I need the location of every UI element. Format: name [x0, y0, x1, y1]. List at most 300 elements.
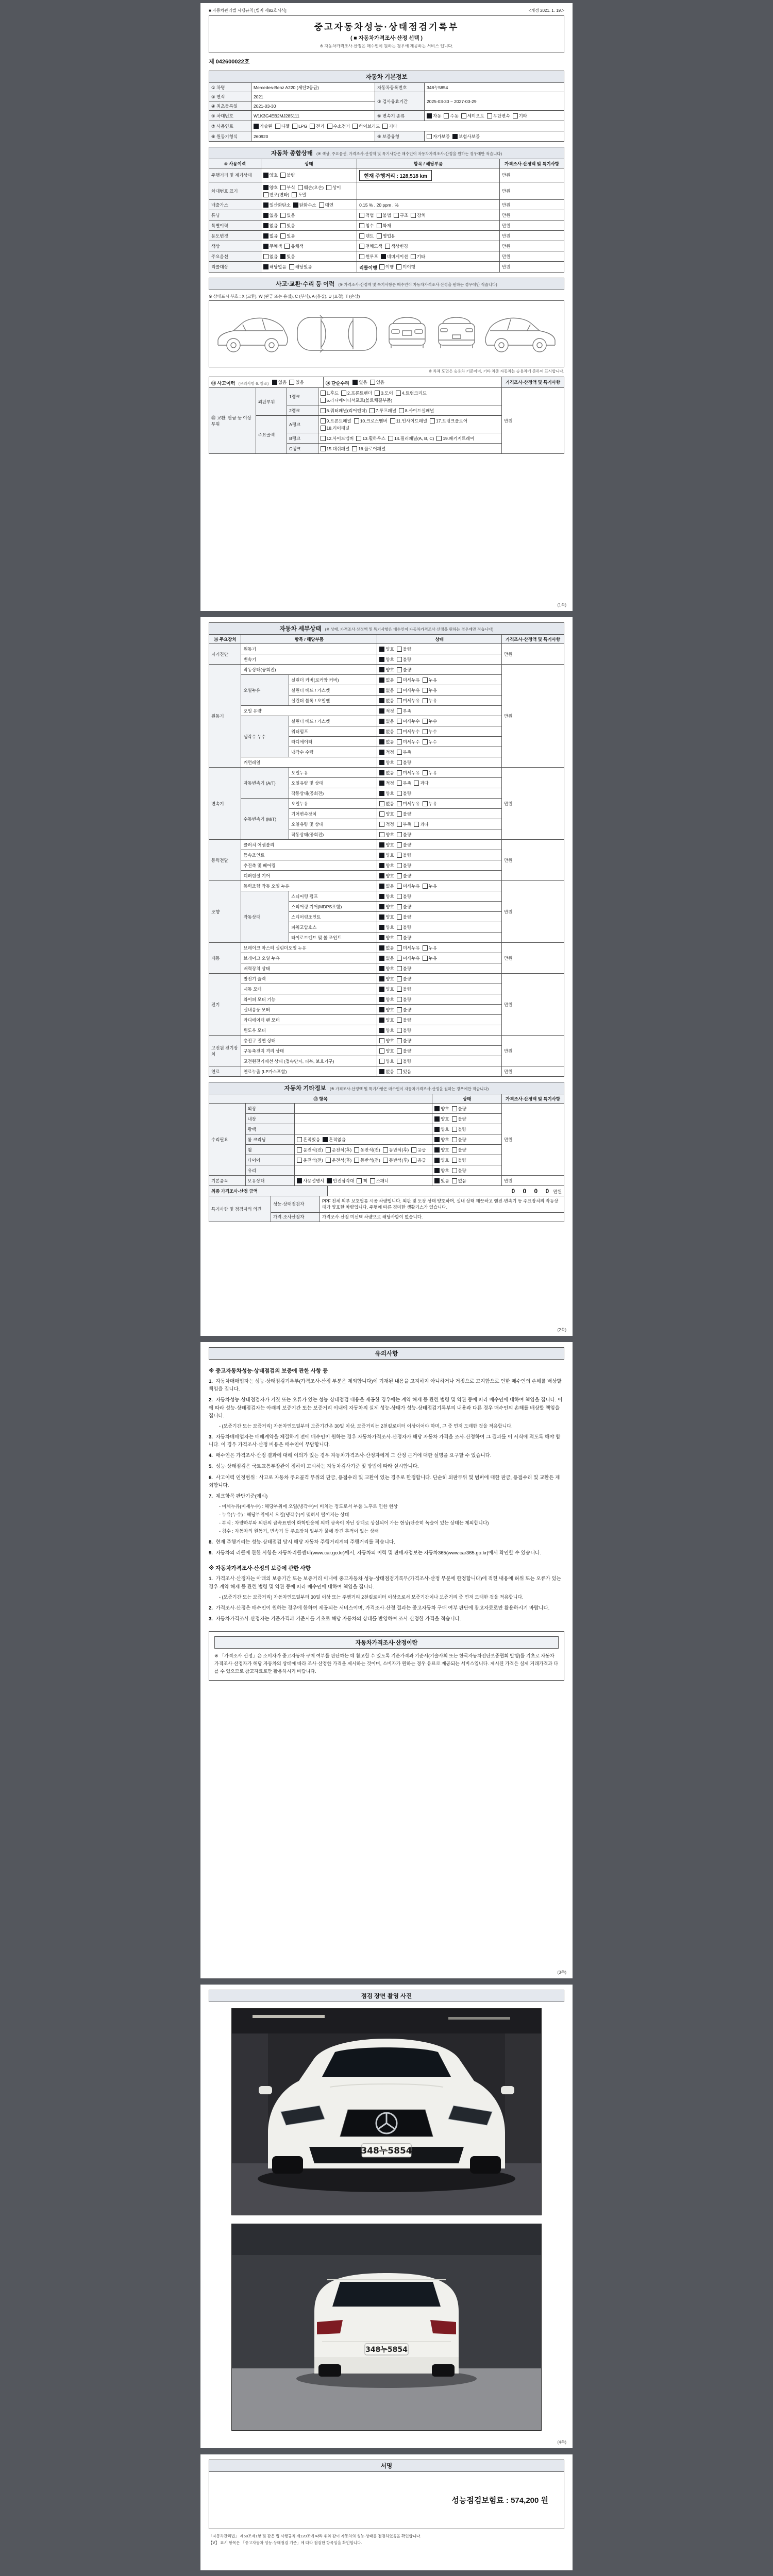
checkbox-unchecked[interactable]	[321, 446, 350, 452]
checkbox-unchecked[interactable]	[396, 390, 427, 396]
checkbox-unchecked[interactable]	[397, 924, 411, 930]
checkbox-unchecked[interactable]	[397, 1007, 411, 1013]
checkbox-unchecked[interactable]	[383, 1157, 409, 1163]
checkbox-box-icon	[379, 264, 384, 269]
checkbox-unchecked[interactable]	[423, 945, 437, 951]
checkbox-unchecked[interactable]	[397, 698, 420, 704]
item-name: 커먼레일	[241, 757, 377, 768]
checkbox-checked[interactable]	[379, 1017, 394, 1023]
checkbox-unchecked[interactable]	[397, 708, 411, 714]
checkbox-unchecked[interactable]	[411, 1147, 426, 1153]
checkbox-unchecked[interactable]	[423, 728, 437, 735]
checkbox-unchecked[interactable]	[369, 408, 396, 414]
item-status	[377, 943, 502, 953]
checkbox-checked[interactable]	[379, 656, 394, 663]
checkbox-checked[interactable]	[379, 790, 394, 796]
checkbox-checked[interactable]	[379, 698, 394, 704]
checkbox-unchecked[interactable]	[321, 390, 339, 396]
etc-item-row	[209, 1176, 564, 1186]
section-title-text: 자동차 기타정보	[284, 1086, 326, 1092]
checkbox-checked[interactable]	[263, 172, 278, 178]
checkbox-unchecked[interactable]	[397, 656, 411, 663]
checkbox-checked[interactable]	[379, 1007, 394, 1013]
checkbox-unchecked[interactable]	[397, 667, 411, 673]
checkbox-box-icon	[379, 987, 384, 992]
checkbox-checked[interactable]	[254, 123, 273, 129]
checkbox-box-icon	[397, 976, 402, 981]
device-item-row	[209, 1036, 564, 1046]
checkbox-checked[interactable]	[434, 1147, 449, 1153]
checkbox-checked[interactable]	[379, 718, 394, 724]
checkbox-unchecked[interactable]	[280, 233, 295, 239]
checkbox-label: 해당없음	[269, 264, 287, 269]
checkbox-checked[interactable]	[379, 862, 394, 869]
checkbox-checked[interactable]	[379, 996, 394, 1003]
checkbox-box-icon	[385, 244, 390, 249]
checkbox-unchecked[interactable]	[354, 1157, 380, 1163]
checkbox-label: 매연	[325, 202, 334, 208]
checkbox-box-icon	[397, 884, 402, 889]
checkbox-checked[interactable]	[434, 1178, 449, 1184]
checkbox-unchecked[interactable]	[388, 435, 434, 442]
checkbox-label: 불량	[402, 862, 412, 868]
device-item-row	[209, 768, 564, 778]
checkbox-label: 불량	[458, 1157, 466, 1163]
checkbox-unchecked[interactable]	[397, 986, 411, 992]
col-header-price: 가격조사·산정액 및 특기사항	[500, 159, 564, 168]
section-title-text: 사고·교환·수리 등 이력	[276, 281, 335, 287]
checkbox-label: 없음	[385, 739, 394, 744]
checkbox-checked[interactable]	[323, 1137, 346, 1143]
checkbox-box-icon	[377, 223, 382, 228]
checkbox-unchecked[interactable]	[263, 192, 290, 198]
checkbox-checked[interactable]	[379, 646, 394, 652]
checkbox-label: 동반석(후)	[389, 1147, 409, 1153]
checkbox-unchecked[interactable]	[397, 842, 411, 848]
checkbox-label: 미이행	[402, 264, 415, 269]
checkbox-unchecked[interactable]	[399, 408, 434, 414]
checkbox-unchecked[interactable]	[326, 1147, 352, 1153]
checkbox-box-icon	[452, 1158, 457, 1163]
checkbox-unchecked[interactable]	[375, 390, 393, 396]
checkbox-unchecked[interactable]	[326, 1157, 352, 1163]
checkbox-unchecked[interactable]	[452, 1147, 466, 1153]
checkbox-checked[interactable]	[263, 243, 282, 249]
section-note: (※ 상태, 가격조사·산정액 및 특기사항은 매수인이 자동차가격조사·산정을 원하는 경우에만 적습니다)	[325, 627, 494, 632]
checkbox-unchecked[interactable]	[397, 1027, 411, 1033]
checkbox-unchecked[interactable]	[397, 646, 411, 652]
checkbox-unchecked[interactable]	[423, 801, 437, 807]
checkbox-unchecked[interactable]	[280, 223, 295, 229]
checkbox-unchecked[interactable]	[297, 1147, 323, 1153]
item-name: 윈도우 모터	[241, 1025, 377, 1036]
checkbox-box-icon	[397, 1048, 402, 1054]
checkbox-unchecked[interactable]	[444, 113, 458, 119]
checkbox-unchecked[interactable]	[354, 1147, 380, 1153]
checkbox-unchecked[interactable]	[397, 832, 411, 838]
checkbox-checked[interactable]	[263, 202, 291, 208]
checkbox-unchecked[interactable]	[397, 1058, 411, 1064]
checkbox-checked[interactable]	[379, 893, 394, 900]
checkbox-box-icon	[397, 750, 402, 755]
checkbox-checked[interactable]	[297, 1178, 324, 1184]
checkbox-unchecked[interactable]	[397, 1017, 411, 1023]
checkbox-label: 미세누유	[402, 801, 420, 806]
checkbox-unchecked[interactable]	[397, 914, 411, 920]
checkbox-unchecked[interactable]	[289, 379, 304, 385]
item-status	[377, 788, 502, 799]
checkbox-checked[interactable]	[327, 1178, 354, 1184]
notice-subitem: - (보증기간 또는 보증거리) 자동차인도일부터 보증기간은 30일 이상, 보증거리는 2천킬로미터 이상이어야 하며, 그 중 먼저 도래한 것을 적용합니다.	[219, 1423, 513, 1429]
checkbox-unchecked[interactable]	[423, 770, 437, 776]
row-label: 배출가스	[209, 200, 261, 210]
checkbox-unchecked[interactable]	[377, 212, 391, 218]
checkbox-checked[interactable]	[263, 233, 278, 239]
checkbox-label: 안전삼각대	[333, 1178, 355, 1183]
checkbox-box-icon	[327, 1178, 332, 1183]
checkbox-checked[interactable]	[379, 1069, 394, 1075]
simple-repair-cell	[323, 377, 502, 388]
checkbox-checked[interactable]	[379, 904, 394, 910]
rank-items	[318, 444, 502, 454]
checkbox-unchecked[interactable]	[397, 976, 411, 982]
notice-item-text: 자동차의 리콜에 관한 사항은 자동차리콜센터(www.car.go.kr)에서, 자동차의 이력 및 판매자정보는 자동차365(www.car365.go.kr)에서 확인할 수 있습니다.	[214, 1550, 541, 1556]
checkbox-checked[interactable]	[379, 739, 394, 745]
checkbox-checked[interactable]	[379, 986, 394, 992]
checkbox-unchecked[interactable]	[379, 1038, 394, 1044]
checkbox-checked[interactable]	[379, 780, 394, 786]
checkbox-label: 양호	[385, 790, 394, 796]
checkbox-checked[interactable]	[379, 728, 394, 735]
checkbox-unchecked[interactable]	[385, 243, 408, 249]
checkbox-label: 불량	[458, 1106, 466, 1111]
section-title-signature	[209, 2460, 564, 2472]
item-status	[377, 994, 502, 1005]
checkbox-unchecked[interactable]	[452, 1157, 466, 1163]
checkbox-unchecked[interactable]	[292, 192, 306, 198]
checkbox-unchecked[interactable]	[414, 821, 428, 827]
checkbox-unchecked[interactable]	[382, 123, 397, 129]
etc-item-extra	[295, 1155, 432, 1165]
item-status	[377, 644, 502, 654]
checkbox-unchecked[interactable]	[411, 253, 425, 260]
opinion-row-who: 가격·조사산정자	[271, 1212, 320, 1222]
checkbox-checked[interactable]	[434, 1157, 449, 1163]
rank-items	[318, 416, 502, 433]
checkbox-unchecked[interactable]	[321, 418, 351, 424]
checkbox-unchecked[interactable]	[461, 113, 484, 119]
checkbox-checked[interactable]	[263, 184, 278, 191]
subgroup-label: 자동변속기 (A/T)	[241, 768, 289, 799]
checkbox-unchecked[interactable]	[397, 811, 411, 817]
item-name: 오일 유량	[241, 706, 377, 716]
checkbox-unchecked[interactable]	[292, 124, 307, 129]
document-subtitle: ( ■ 자동차가격조사·산정 선택 )	[350, 35, 423, 41]
checkbox-unchecked[interactable]	[297, 1157, 323, 1163]
checkbox-unchecked[interactable]	[263, 253, 278, 260]
checkbox-box-icon	[397, 873, 402, 878]
checkbox-unchecked[interactable]	[298, 184, 324, 191]
checkbox-box-icon	[397, 667, 402, 672]
checkbox-box-icon	[397, 966, 402, 971]
checkbox-checked[interactable]	[379, 770, 394, 776]
checkbox-checked[interactable]	[272, 379, 287, 385]
checkbox-unchecked[interactable]	[423, 687, 437, 693]
checkbox-checked[interactable]	[379, 945, 394, 951]
checkbox-unchecked[interactable]	[423, 955, 437, 961]
checkbox-unchecked[interactable]	[430, 418, 467, 424]
checkbox-label: 적정	[385, 780, 394, 786]
pricing-definition-box	[209, 1631, 564, 1681]
checkbox-unchecked[interactable]	[487, 113, 510, 119]
checkbox-checked[interactable]	[263, 264, 287, 270]
checkbox-unchecked[interactable]	[397, 749, 411, 755]
checkbox-unchecked[interactable]	[397, 790, 411, 796]
form-page-3	[200, 1342, 573, 1978]
checkbox-unchecked[interactable]	[284, 243, 304, 249]
checkbox-unchecked[interactable]	[370, 379, 384, 385]
checkbox-checked[interactable]	[434, 1126, 449, 1132]
field-value-transmission	[425, 111, 564, 121]
checkbox-checked[interactable]	[280, 253, 295, 260]
checkbox-box-icon	[357, 1178, 362, 1183]
checkbox-unchecked[interactable]	[397, 1048, 411, 1054]
checkbox-unchecked[interactable]	[321, 397, 393, 403]
checkbox-unchecked[interactable]	[396, 264, 415, 270]
checkbox-unchecked[interactable]	[370, 1178, 389, 1184]
checkbox-box-icon	[379, 884, 384, 889]
checkbox-unchecked[interactable]	[379, 821, 394, 827]
checkbox-unchecked[interactable]	[397, 1038, 411, 1044]
checkbox-checked[interactable]	[379, 924, 394, 930]
price-cell: 만원	[500, 200, 564, 210]
checkbox-unchecked[interactable]	[379, 801, 394, 807]
checkbox-unchecked[interactable]	[513, 113, 527, 119]
checkbox-unchecked[interactable]	[397, 945, 420, 951]
checkbox-unchecked[interactable]	[423, 883, 437, 889]
checkbox-checked[interactable]	[379, 965, 394, 972]
checkbox-label: 양호	[441, 1137, 449, 1142]
checkbox-unchecked[interactable]	[397, 873, 411, 879]
checkbox-unchecked[interactable]	[379, 832, 394, 838]
checkbox-unchecked[interactable]	[397, 935, 411, 941]
row-label: 차대번호 표기	[209, 182, 261, 200]
checkbox-checked[interactable]	[379, 842, 394, 848]
checkbox-checked[interactable]	[434, 1106, 449, 1112]
item-name: 연료누출 (LP가스포함)	[241, 1066, 377, 1077]
checkbox-unchecked[interactable]	[452, 1126, 466, 1132]
checkbox-unchecked[interactable]	[275, 123, 290, 129]
checkbox-checked[interactable]	[452, 133, 480, 140]
checkbox-unchecked[interactable]	[321, 435, 354, 442]
checkbox-checked[interactable]	[379, 976, 394, 982]
checkbox-label: 무채색	[269, 243, 282, 249]
checkbox-unchecked[interactable]	[452, 1167, 466, 1174]
checkbox-checked[interactable]	[293, 202, 316, 208]
checkbox-box-icon	[359, 223, 364, 228]
checkbox-unchecked[interactable]	[414, 780, 428, 786]
checkbox-unchecked[interactable]	[397, 770, 420, 776]
subgroup-label: 냉각수 누수	[241, 716, 289, 757]
checkbox-unchecked[interactable]	[379, 264, 394, 270]
checkbox-unchecked[interactable]	[397, 904, 411, 910]
opinion-row-text: PPF 전체 외부 보호필름 시공 차량입니다. 외판 및 도장 상태 양호하며, 실내 상태 깨끗하고 엔진·변속기 등 주요장치의 작동상태가 양호한 차량입니다. 주행에 따른 경미한 생활기스가 있습니다.	[320, 1196, 564, 1213]
checkbox-checked[interactable]	[379, 687, 394, 693]
checkbox-label: 불량	[402, 924, 412, 930]
checkbox-unchecked[interactable]	[452, 1106, 466, 1112]
section-title-text: 유의사항	[375, 1351, 398, 1357]
row-label: 주행거리 및 계기상태	[209, 168, 261, 182]
checkbox-unchecked[interactable]	[379, 811, 394, 817]
checkbox-unchecked[interactable]	[423, 718, 437, 724]
checkbox-box-icon	[397, 719, 402, 724]
checkbox-unchecked[interactable]	[359, 253, 378, 260]
checkbox-unchecked[interactable]	[423, 698, 437, 704]
checkbox-unchecked[interactable]	[379, 1048, 394, 1054]
col-header-status: 상태	[432, 1094, 502, 1104]
checkbox-label: 누수	[428, 739, 438, 744]
checkbox-box-icon	[397, 853, 402, 858]
checkbox-unchecked[interactable]	[397, 821, 411, 827]
status-cell	[261, 251, 357, 262]
checkbox-unchecked[interactable]	[280, 212, 295, 218]
checkbox-unchecked[interactable]	[357, 1178, 367, 1184]
checkbox-checked[interactable]	[379, 873, 394, 879]
checkbox-checked[interactable]	[379, 914, 394, 920]
checkbox-unchecked[interactable]	[423, 677, 437, 683]
checkbox-label: 누유	[428, 698, 438, 703]
checkbox-checked[interactable]	[263, 212, 278, 218]
checkbox-unchecked[interactable]	[394, 212, 408, 218]
checkbox-unchecked[interactable]	[354, 418, 388, 424]
checkbox-label: 없음	[385, 698, 394, 703]
etc-item-status	[432, 1114, 502, 1124]
checkbox-unchecked[interactable]	[397, 728, 420, 735]
checkbox-unchecked[interactable]	[397, 718, 420, 724]
checkbox-box-icon	[397, 997, 402, 1002]
checkbox-checked[interactable]	[379, 749, 394, 755]
col-header-item: ⑰ 항목	[209, 1094, 432, 1104]
checkbox-checked[interactable]	[434, 1137, 449, 1143]
checkbox-unchecked[interactable]	[397, 883, 420, 889]
checkbox-unchecked[interactable]	[321, 425, 350, 431]
checkbox-unchecked[interactable]	[310, 123, 324, 129]
license-plate-rear: 348누5854	[365, 2346, 408, 2354]
device-label: 원동기	[209, 665, 241, 768]
checkbox-unchecked[interactable]	[377, 233, 396, 239]
checkbox-unchecked[interactable]	[379, 1058, 394, 1064]
checkbox-unchecked[interactable]	[397, 893, 411, 900]
checkbox-box-icon	[379, 976, 384, 981]
checkbox-checked[interactable]	[434, 1116, 449, 1122]
checkbox-checked[interactable]	[263, 223, 278, 229]
checkbox-unchecked[interactable]	[289, 264, 312, 270]
checkbox-unchecked[interactable]	[319, 202, 333, 208]
checkbox-unchecked[interactable]	[297, 1137, 320, 1143]
checkbox-box-icon	[377, 213, 382, 218]
checkbox-unchecked[interactable]	[436, 435, 474, 442]
notice-item	[209, 1538, 564, 1546]
checkbox-unchecked[interactable]	[359, 223, 374, 229]
checkbox-unchecked[interactable]	[356, 435, 385, 442]
checkbox-unchecked[interactable]	[411, 212, 425, 218]
checkbox-box-icon	[434, 1158, 440, 1163]
checkbox-unchecked[interactable]	[352, 446, 385, 452]
checkbox-checked[interactable]	[379, 677, 394, 683]
checkbox-checked[interactable]	[379, 759, 394, 766]
checkbox-checked[interactable]	[379, 883, 394, 889]
checkbox-unchecked[interactable]	[359, 243, 382, 249]
checkbox-box-icon	[293, 202, 298, 208]
checkbox-checked[interactable]	[381, 253, 408, 260]
checkbox-unchecked[interactable]	[423, 739, 437, 745]
checkbox-unchecked[interactable]	[452, 1178, 466, 1184]
checkbox-unchecked[interactable]	[397, 687, 420, 693]
checkbox-checked[interactable]	[379, 667, 394, 673]
checkbox-unchecked[interactable]	[452, 1116, 466, 1122]
checkbox-unchecked[interactable]	[411, 1157, 426, 1163]
checkbox-unchecked[interactable]	[359, 233, 374, 239]
checkbox-checked[interactable]	[427, 113, 441, 119]
checkbox-box-icon	[423, 719, 428, 724]
checkbox-checked[interactable]	[379, 935, 394, 941]
checkbox-unchecked[interactable]	[427, 133, 450, 140]
checkbox-unchecked[interactable]	[397, 759, 411, 766]
checkbox-checked[interactable]	[434, 1167, 449, 1174]
etc-item-name: 유리	[245, 1165, 295, 1176]
checkbox-box-icon	[263, 202, 268, 208]
checkbox-label: 이행	[385, 264, 394, 269]
checkbox-unchecked[interactable]	[341, 390, 372, 396]
checkbox-checked[interactable]	[379, 955, 394, 961]
checkbox-unchecked[interactable]	[397, 996, 411, 1003]
checkbox-unchecked[interactable]	[280, 172, 295, 178]
checkbox-unchecked[interactable]	[397, 852, 411, 858]
field-label-year: ② 연식	[209, 92, 251, 101]
checkbox-label: 양호	[385, 852, 394, 858]
checkbox-unchecked[interactable]	[397, 739, 420, 745]
checkbox-checked[interactable]	[379, 852, 394, 858]
checkbox-unchecked[interactable]	[280, 184, 295, 191]
checkbox-unchecked[interactable]	[397, 801, 420, 807]
checkbox-checked[interactable]	[379, 1027, 394, 1033]
checkbox-unchecked[interactable]	[397, 965, 411, 972]
checkbox-unchecked[interactable]	[452, 1137, 466, 1143]
checkbox-unchecked[interactable]	[397, 1069, 411, 1075]
checkbox-unchecked[interactable]	[390, 418, 427, 424]
checkbox-unchecked[interactable]	[321, 408, 367, 414]
checkbox-unchecked[interactable]	[383, 1147, 409, 1153]
checkbox-unchecked[interactable]	[397, 862, 411, 869]
checkbox-label: 불량	[402, 646, 412, 652]
checkbox-unchecked[interactable]	[352, 123, 380, 129]
checkbox-checked[interactable]	[379, 708, 394, 714]
car-diagram-top-icon	[293, 308, 381, 360]
checkbox-unchecked[interactable]	[397, 780, 411, 786]
item-status	[377, 912, 502, 922]
notice-item-text: 자동차매매업자는 성능·상태점검기록부(가격조사·산정 부분은 제외합니다)에 기재된 내용을 고지하지 아니하거나 거짓으로 고지함으로 인한 매수인의 손해를 배상할 책임을 집니다.	[209, 1379, 562, 1393]
checkbox-unchecked[interactable]	[377, 223, 391, 229]
item-name: 오일유량 및 상태	[289, 778, 377, 788]
checkbox-unchecked[interactable]	[359, 212, 374, 218]
checkbox-unchecked[interactable]	[326, 184, 341, 191]
item-status	[377, 1066, 502, 1077]
checkbox-checked[interactable]	[352, 379, 367, 385]
section-title-text: 자동차 종합상태	[271, 150, 313, 157]
checkbox-unchecked[interactable]	[327, 123, 350, 129]
checkbox-unchecked[interactable]	[397, 955, 420, 961]
checkbox-unchecked[interactable]	[397, 677, 420, 683]
